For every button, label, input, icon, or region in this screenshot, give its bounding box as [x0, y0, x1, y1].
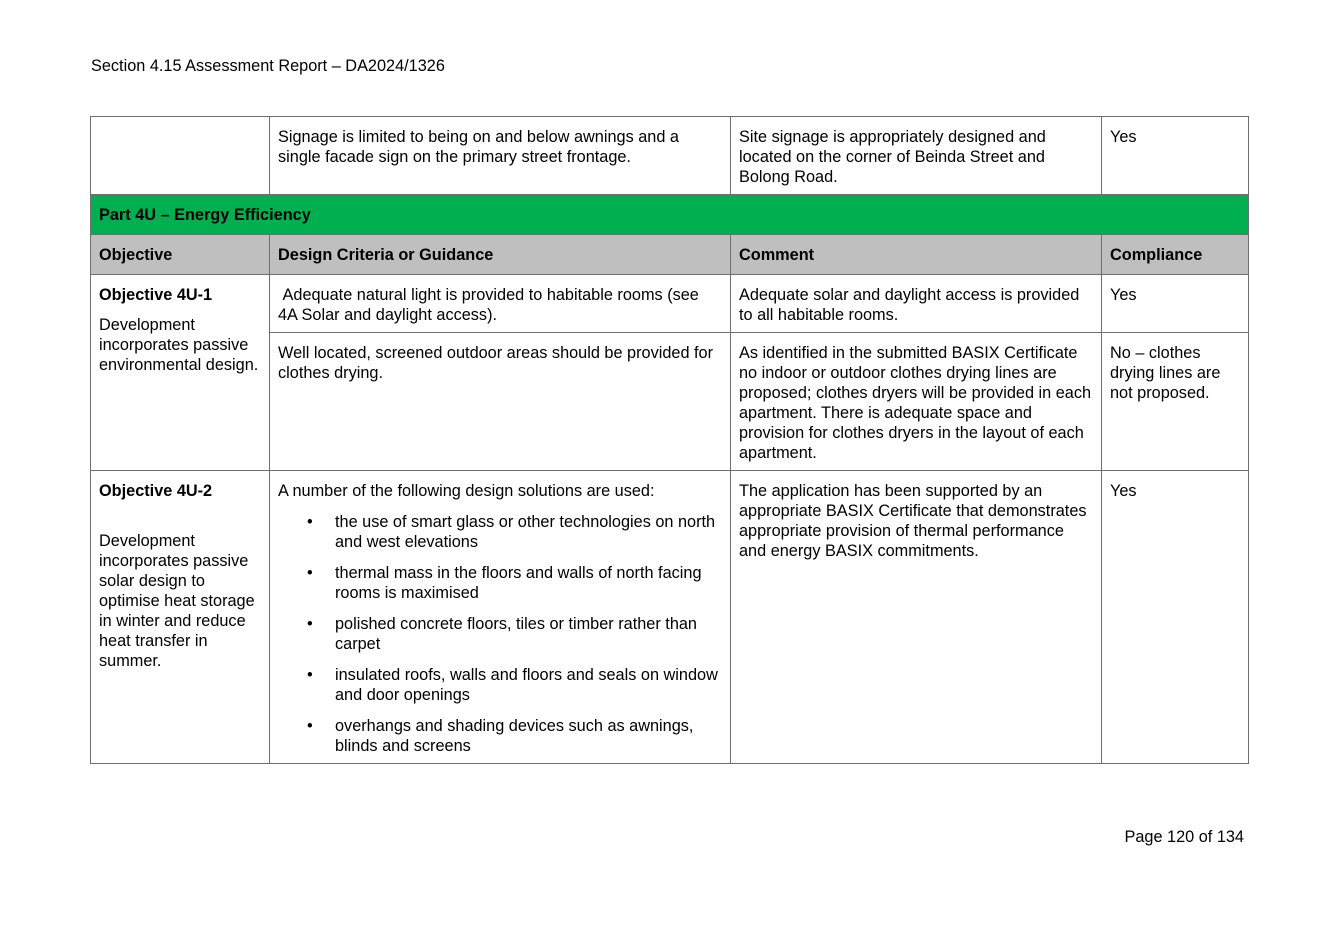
- column-header-comment: Comment: [731, 235, 1102, 275]
- compliance-cell: No – clothes drying lines are not proposed.: [1102, 333, 1249, 471]
- bullet-icon: •: [307, 564, 313, 582]
- column-header-objective: Objective: [91, 235, 270, 275]
- list-item: [278, 563, 722, 603]
- list-item-text: polished concrete floors, tiles or timber rather than carpet: [335, 615, 697, 653]
- bullet-icon: •: [307, 513, 313, 531]
- objective-description: Development incorporates passive environmental design.: [99, 316, 259, 374]
- compliance-cell: Yes: [1102, 275, 1249, 333]
- objective-title: Objective 4U-1: [99, 286, 213, 304]
- objective-description: Development incorporates passive solar design to optimise heat storage in winter and reduce heat transfer in summer.: [99, 532, 255, 670]
- objective-title: Objective 4U-2: [99, 482, 213, 500]
- compliance-cell: Yes: [1102, 471, 1249, 764]
- table-row: [91, 117, 1249, 195]
- bullet-icon: •: [307, 717, 313, 735]
- criteria-cell: Signage is limited to being on and below awnings and a single facade sign on the primary street frontage.: [270, 117, 731, 195]
- list-item: [278, 614, 722, 654]
- criteria-intro: A number of the following design solutions are used:: [278, 482, 655, 500]
- column-header-criteria: Design Criteria or Guidance: [270, 235, 731, 275]
- list-item-text: overhangs and shading devices such as awnings, blinds and screens: [335, 717, 694, 755]
- table-row: [91, 471, 1249, 764]
- bullet-icon: •: [307, 615, 313, 633]
- criteria-cell: [270, 471, 731, 764]
- objective-cell: [91, 275, 270, 471]
- list-item: [278, 512, 722, 552]
- comment-cell: Site signage is appropriately designed and located on the corner of Beinda Street and Bolong Road.: [731, 117, 1102, 195]
- criteria-cell: Well located, screened outdoor areas should be provided for clothes drying.: [270, 333, 731, 471]
- list-item: [278, 716, 722, 756]
- compliance-cell: Yes: [1102, 117, 1249, 195]
- list-item-text: the use of smart glass or other technologies on north and west elevations: [335, 513, 716, 551]
- column-header-compliance: Compliance: [1102, 235, 1249, 275]
- table-row: [91, 275, 1249, 333]
- column-header-row: [91, 235, 1249, 275]
- section-heading-row: [91, 195, 1249, 235]
- design-solutions-list: [278, 512, 722, 756]
- comment-cell: As identified in the submitted BASIX Certificate no indoor or outdoor clothes drying lines are proposed; clothes dryers will be provided in each apartment. There is adequate space and provision for clothes dryers in the layout of each apartment.: [731, 333, 1102, 471]
- list-item: [278, 665, 722, 705]
- comment-cell: Adequate solar and daylight access is provided to all habitable rooms.: [731, 275, 1102, 333]
- objective-cell: [91, 471, 270, 764]
- list-item-text: thermal mass in the floors and walls of north facing rooms is maximised: [335, 564, 702, 602]
- comment-cell: The application has been supported by an appropriate BASIX Certificate that demonstrates appropriate provision of thermal performance and energy BASIX commitments.: [731, 471, 1102, 764]
- objective-cell: [91, 117, 270, 195]
- bullet-icon: •: [307, 666, 313, 684]
- criteria-cell: Adequate natural light is provided to habitable rooms (see 4A Solar and daylight access).: [270, 275, 731, 333]
- assessment-table: [90, 116, 1249, 764]
- section-title: Part 4U – Energy Efficiency: [91, 195, 1249, 235]
- page-number: Page 120 of 134: [1124, 828, 1244, 846]
- list-item-text: insulated roofs, walls and floors and seals on window and door openings: [335, 666, 718, 704]
- report-header: Section 4.15 Assessment Report – DA2024/1326: [91, 57, 445, 75]
